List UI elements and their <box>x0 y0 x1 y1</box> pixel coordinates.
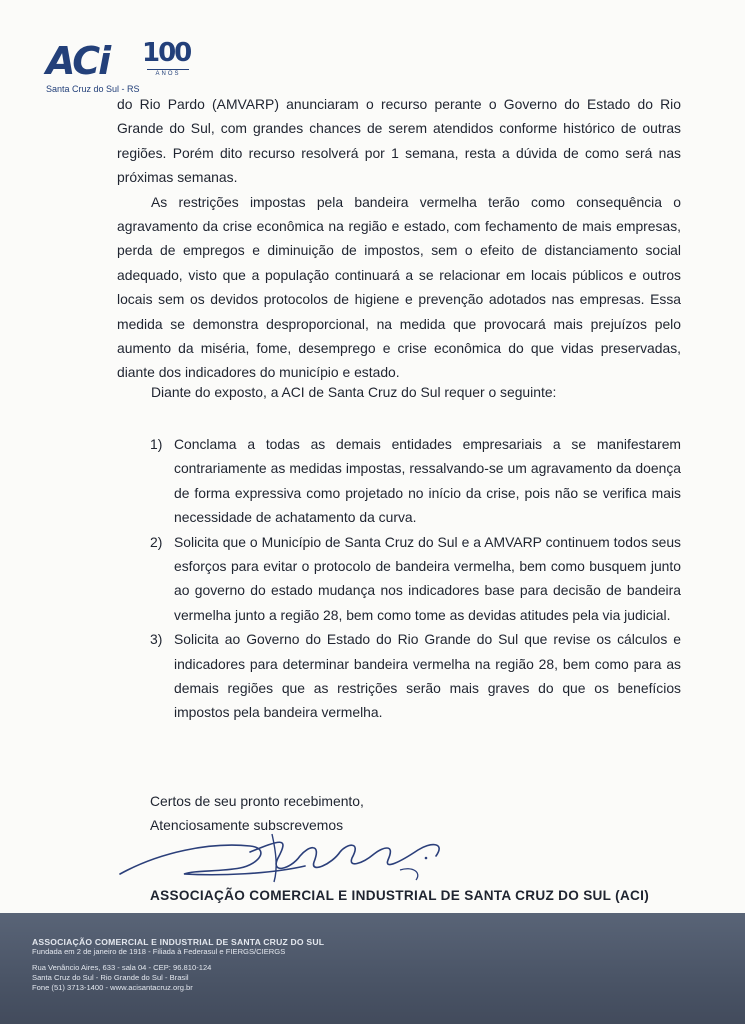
request-number: 3) <box>150 631 163 648</box>
paragraph-2: As restrições impostas pela bandeira vermelha terão como consequência o agravamento da crise econômica na região e estado, com fechamento de mais empresas, perda de empregos e diminuição de impostos, sem o efeito de distanciamento social adequado, visto que a população continuará a se relacionar em locais públicos e outros locais sem os devidos protocolos de higiene e prevenção adotados nas empresas. Essa medida se demonstra desproporcional, na medida que provocará mais prejuízos pelo aumento da miséria, fome, desemprego e crise econômica do que vidas preservadas, diante dos indicadores do município e estado. <box>117 193 681 381</box>
paragraph-1: do Rio Pardo (AMVARP) anunciaram o recurso perante o Governo do Estado do Rio Grande do Sul, com grandes chances de serem atendidos conforme histórico de outras regiões. Porém dito recurso resolverá por 1 semana, resta a dúvida de como será nas próximas semanas. <box>117 96 681 186</box>
request-text: Solicita que o Município de Santa Cruz do Sul e a AMVARP continuem todos seus esforços para evitar o protocolo de bandeira vermelha, bem como busquem junto ao governo do estado mudança nos indicadores base para decisão de bandeira vermelha junto a região 28, bem como tome as devidas atitudes pela via judicial. <box>174 533 681 623</box>
logo-aci-text: ACi <box>46 39 110 83</box>
footer-info <box>32 937 324 993</box>
request-list <box>150 432 681 725</box>
request-item <box>150 432 681 530</box>
request-text: Conclama a todas as demais entidades empresariais a se manifestarem contrariamente as medidas impostas, ressalvando-se um agravamento da doença de forma expressiva como projetado no início da crise, pois não se verifica mais necessidade de achatamento da curva. <box>174 436 681 526</box>
request-intro: Diante do exposto, a ACI de Santa Cruz do Sul requer o seguinte: <box>151 384 557 400</box>
signatory-name: ASSOCIAÇÃO COMERCIAL E INDUSTRIAL DE SANTA CRUZ DO SUL (ACI) <box>150 888 650 903</box>
footer-band <box>0 913 745 1024</box>
footer-address: Rua Venâncio Aires, 633 - sala 04 - CEP: 96.810-124 <box>32 963 212 972</box>
footer-title: ASSOCIAÇÃO COMERCIAL E INDUSTRIAL DE SANTA CRUZ DO SUL <box>32 937 325 947</box>
closing-line-2: Atenciosamente subscrevemos <box>150 817 344 833</box>
footer-contact: Fone (51) 3713-1400 - www.acisantacruz.org.br <box>32 983 193 992</box>
request-number: 2) <box>150 533 163 550</box>
request-text: Solicita ao Governo do Estado do Rio Grande do Sul que revise os cálculos e indicadores para determinar bandeira vermelha na região 28, bem como para as demais regiões que as restrições serão mais graves do que os benefícios impostos pela bandeira vermelha. <box>174 631 681 721</box>
request-item <box>150 530 681 628</box>
logo-100-text: 100 <box>142 38 191 68</box>
letter-body <box>117 92 681 385</box>
footer-city: Santa Cruz do Sul - Rio Grande do Sul - Brasil <box>32 973 189 982</box>
logo-city-text: Santa Cruz do Sul - RS <box>46 84 140 94</box>
footer-founded: Fundada em 2 de janeiro de 1918 - Filiada à Federasul e FIERGS/CIERGS <box>32 947 286 956</box>
request-item <box>150 627 681 725</box>
logo-anos-text: ANOS <box>147 69 189 77</box>
request-number: 1) <box>150 436 163 452</box>
handwritten-signature <box>100 812 470 892</box>
closing-line-1: Certos de seu pronto recebimento, <box>150 793 364 809</box>
